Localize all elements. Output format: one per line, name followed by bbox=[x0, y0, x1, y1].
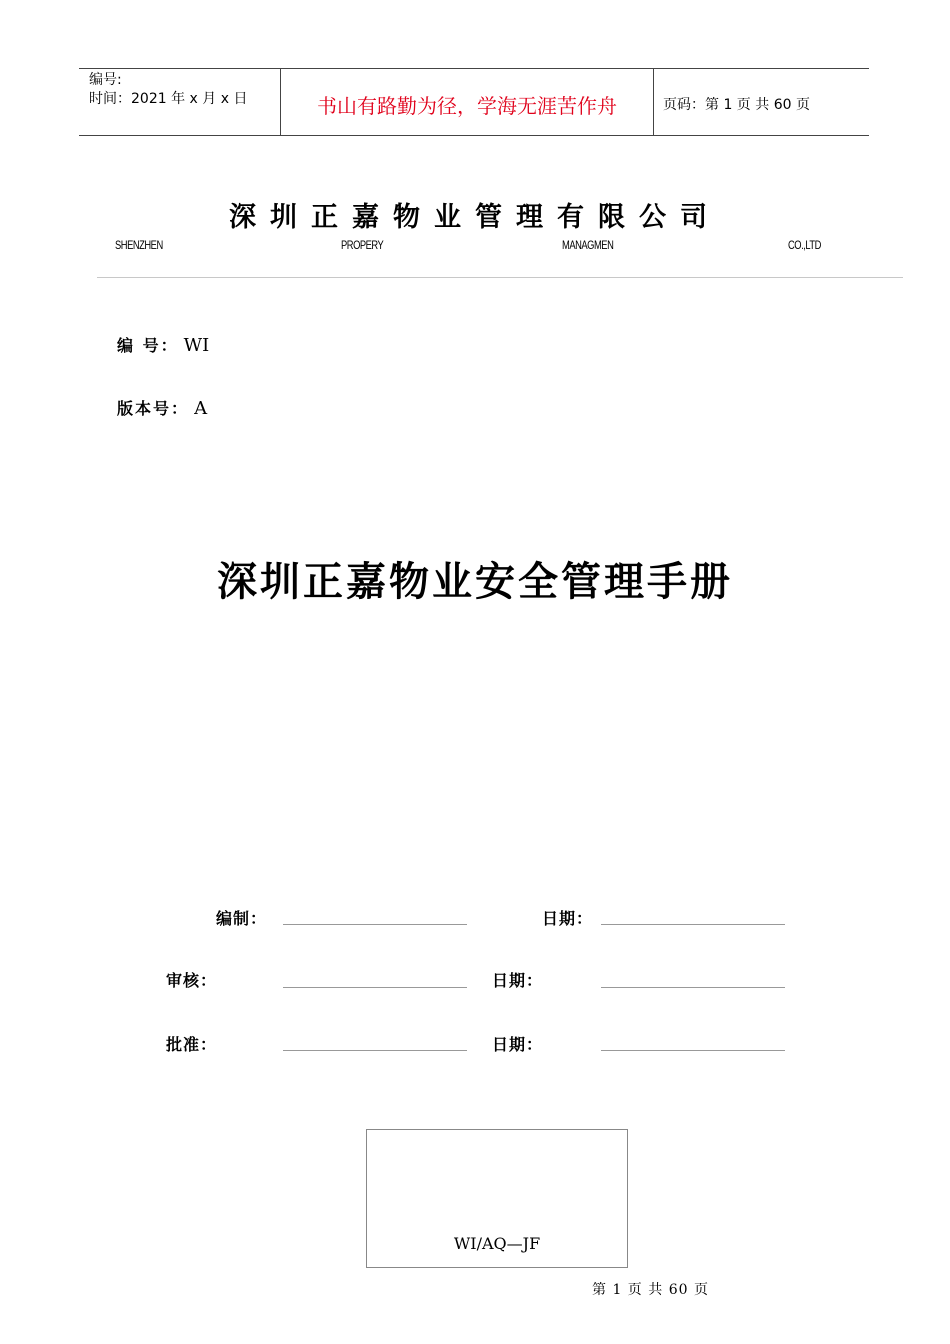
review-line bbox=[283, 987, 467, 988]
header-top-rule bbox=[79, 68, 869, 69]
doc-version-value: A bbox=[194, 398, 208, 419]
company-name-en-4: CO.,LTD bbox=[788, 238, 821, 252]
approve-line bbox=[283, 1050, 467, 1051]
doc-version-row bbox=[117, 396, 207, 419]
doc-number-value: WI bbox=[183, 335, 210, 356]
review-date-label: 日期： bbox=[492, 971, 544, 990]
doc-version-label: 版本号： bbox=[117, 399, 190, 418]
header-left-cell bbox=[89, 71, 247, 109]
doc-number-label: 编 号： bbox=[117, 336, 179, 355]
header-number-label: 编号: bbox=[89, 72, 122, 88]
compile-line bbox=[283, 924, 467, 925]
company-name-en-2: PROPERY bbox=[341, 238, 384, 252]
page-footer: 第 1 页 共 60 页 bbox=[592, 1282, 709, 1298]
document-code: WI/AQ—JF bbox=[453, 1234, 541, 1253]
company-name-cn: 深圳正嘉物业管理有限公司 bbox=[229, 202, 721, 233]
header-divider-left bbox=[280, 68, 281, 135]
approve-label: 批准： bbox=[166, 1035, 218, 1054]
review-date-line bbox=[601, 987, 785, 988]
doc-number-row bbox=[117, 333, 209, 356]
header-page-info: 页码：第 1 页 共 60 页 bbox=[663, 97, 810, 113]
company-name-en-3: MANAGMEN bbox=[562, 238, 614, 252]
document-title: 深圳正嘉物业安全管理手册 bbox=[217, 559, 733, 605]
compile-date-label: 日期： bbox=[542, 909, 594, 928]
review-label: 审核： bbox=[166, 971, 218, 990]
company-name-en-1: SHENZHEN bbox=[115, 238, 163, 252]
compile-label: 编制： bbox=[216, 909, 268, 928]
company-divider bbox=[97, 277, 903, 278]
approve-date-line bbox=[601, 1050, 785, 1051]
compile-date-line bbox=[601, 924, 785, 925]
header-divider-right bbox=[653, 68, 654, 135]
header-bottom-rule bbox=[79, 135, 869, 136]
header-time: 时间：2021 年 x 月 x 日 bbox=[89, 91, 248, 107]
header-motto: 书山有路勤为径，学海无涯苦作舟 bbox=[317, 94, 617, 118]
approve-date-label: 日期： bbox=[492, 1035, 544, 1054]
